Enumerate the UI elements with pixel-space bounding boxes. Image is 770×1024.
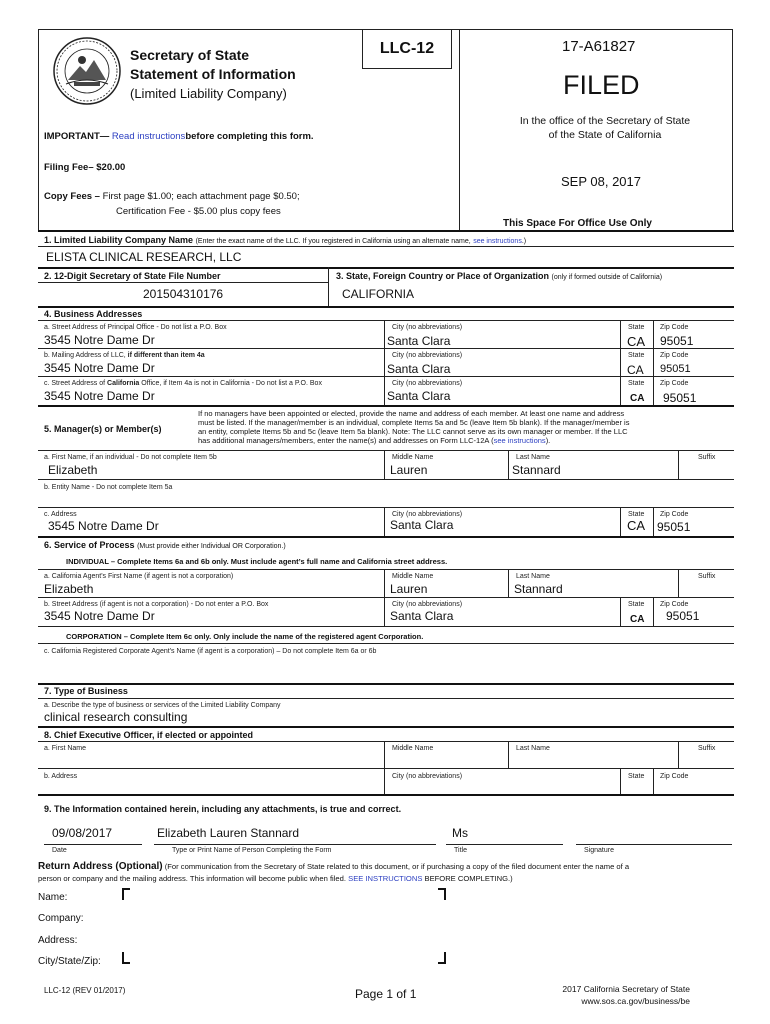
s6b-state[interactable]: CA xyxy=(630,614,645,625)
form-title: Statement of Information xyxy=(130,66,296,82)
s4c-zip[interactable]: 95051 xyxy=(663,391,697,405)
s4a-zip[interactable]: 95051 xyxy=(660,334,694,348)
s4c-street[interactable]: 3545 Notre Dame Dr xyxy=(44,389,155,403)
office-line2: of the State of California xyxy=(548,129,662,141)
s4b-label-bold: if different than item 4a xyxy=(127,352,205,359)
s5c-label: c. Address xyxy=(44,511,77,518)
footer-copyright: 2017 California Secretary of State xyxy=(562,984,690,994)
copy-fees-line1: First page $1.00; each attachment page $0.50; xyxy=(102,191,300,202)
return-address-label: Return Address (Optional) xyxy=(38,861,163,872)
s4a-city[interactable]: Santa Clara xyxy=(387,334,451,348)
important-rest: before completing this form. xyxy=(185,131,314,142)
s4b-label xyxy=(44,352,205,359)
return-address-text2: person or company and the mailing address. This information will become public when filed. xyxy=(38,874,346,883)
s4b-zip[interactable]: 95051 xyxy=(660,363,691,375)
s6-individual-note: INDIVIDUAL – Complete Items 6a and 6b only. Must include agent’s full name and California street address. xyxy=(66,557,448,566)
s5c-city[interactable]: Santa Clara xyxy=(390,518,454,532)
office-use-label: This Space For Office Use Only xyxy=(503,218,652,229)
s3-label xyxy=(336,271,662,281)
s4c-label xyxy=(44,380,322,387)
form-code-box xyxy=(362,29,452,69)
s4a-state[interactable]: CA xyxy=(627,334,646,349)
footer-form-code: LLC-12 (REV 01/2017) xyxy=(44,986,126,995)
s5c-state[interactable]: CA xyxy=(627,518,646,533)
form-subtitle: (Limited Liability Company) xyxy=(130,86,287,101)
office-line1: In the office of the Secretary of State xyxy=(519,115,691,127)
filing-number: 17-A61827 xyxy=(562,38,636,55)
signer-name[interactable]: Elizabeth Lauren Stannard xyxy=(157,826,300,840)
signature-label: Signature xyxy=(584,847,614,854)
s4b-state[interactable]: CA xyxy=(627,363,644,377)
important-line xyxy=(44,131,314,142)
s6b-zip-label: Zip Code xyxy=(660,601,689,608)
see-instructions-link[interactable]: SEE INSTRUCTIONS xyxy=(348,874,423,883)
llc-name-field[interactable]: ELISTA CLINICAL RESEARCH, LLC xyxy=(46,250,242,264)
filed-date: SEP 08, 2017 xyxy=(561,174,641,189)
s4a-city-label: City (no abbreviations) xyxy=(392,324,463,331)
s6a-label: a. California Agent's First Name (if agent is not a corporation) xyxy=(44,573,234,580)
s5a-last-name[interactable]: Stannard xyxy=(512,463,561,477)
filing-fee: Filing Fee– $20.00 xyxy=(44,162,126,173)
s1-title: 1. Limited Liability Company Name xyxy=(44,235,194,245)
s5-instructions-4 xyxy=(198,436,550,445)
copy-fees-line2: Certification Fee - $5.00 plus copy fees xyxy=(116,206,281,217)
s4b-label-pre: b. Mailing Address of LLC, xyxy=(44,352,126,359)
s4c-label-bold: California xyxy=(107,380,140,387)
file-number-field[interactable]: 201504310176 xyxy=(143,287,224,301)
s5c-state-label: State xyxy=(628,511,645,518)
s8b-state-label: State xyxy=(628,773,645,780)
s4b-zip-label: Zip Code xyxy=(660,352,689,359)
s5c-zip-label: Zip Code xyxy=(660,511,689,518)
state-seal xyxy=(52,36,122,106)
s1-note-end: .) xyxy=(521,238,527,245)
s5a-first-name[interactable]: Elizabeth xyxy=(48,463,98,477)
signer-title[interactable]: Ms xyxy=(452,826,468,840)
s9-label: 9. The Information contained herein, including any attachments, is true and correct. xyxy=(44,804,402,814)
s5-instr4-text: has additional managers/members, enter the name(s) and addresses on Form LLC-12A ( xyxy=(198,436,494,445)
s4c-label-pre: c. Street Address of xyxy=(44,380,106,387)
s8a-middle-label: Middle Name xyxy=(392,745,434,752)
s4b-city[interactable]: Santa Clara xyxy=(387,362,451,376)
form-code: LLC-12 xyxy=(379,40,435,57)
return-address-line2 xyxy=(38,874,513,883)
s8b-city-label: City (no abbreviations) xyxy=(392,773,463,780)
title-label: Title xyxy=(454,847,467,854)
return-name-label: Name: xyxy=(38,892,68,903)
s8a-suffix-label: Suffix xyxy=(698,745,716,752)
s5a-middle-name[interactable]: Lauren xyxy=(390,463,428,477)
s5-instructions-1: If no managers have been appointed or elected, provide the name and address of each member. At least one name and address xyxy=(198,409,625,418)
s5-label: 5. Manager(s) or Member(s) xyxy=(44,424,162,434)
s5c-street[interactable]: 3545 Notre Dame Dr xyxy=(48,519,159,533)
s1-instructions-link[interactable]: see instructions xyxy=(473,238,522,245)
s6-note: (Must provide either Individual OR Corporation.) xyxy=(137,543,286,550)
s6b-state-label: State xyxy=(628,601,645,608)
s5-instructions-3: an entity, complete Items 5b and 5c (leave Item 5a blank). Note: The LLC cannot serve as its own manager or member. If the LLC xyxy=(198,427,628,436)
s8b-label: b. Address xyxy=(44,773,78,780)
s4b-city-label: City (no abbreviations) xyxy=(392,352,463,359)
business-type-field[interactable]: clinical research consulting xyxy=(44,710,188,724)
s6a-suffix-label: Suffix xyxy=(698,573,716,580)
s6c-label: c. California Registered Corporate Agent's Name (if agent is a corporation) – Do not complete Item 6a or 6b xyxy=(44,648,377,655)
s5a-last-label: Last Name xyxy=(516,454,550,461)
s8-label: 8. Chief Executive Officer, if elected or appointed xyxy=(44,730,254,740)
s6b-city[interactable]: Santa Clara xyxy=(390,609,454,623)
s8b-zip-label: Zip Code xyxy=(660,773,689,780)
s6b-label: b. Street Address (if agent is not a corporation) - Do not enter a P.O. Box xyxy=(44,601,269,608)
footer-url: www.sos.ca.gov/business/be xyxy=(581,996,690,1006)
s5-instructions-link[interactable]: see instructions xyxy=(493,436,546,445)
s6-label xyxy=(44,540,286,550)
return-company-label: Company: xyxy=(38,913,84,924)
return-address-text3: BEFORE COMPLETING.) xyxy=(424,874,513,883)
s4b-street[interactable]: 3545 Notre Dame Dr xyxy=(44,361,155,375)
s5c-city-label: City (no abbreviations) xyxy=(392,511,463,518)
s4c-label-post: Office, if Item 4a is not in California - Do not list a P.O. Box xyxy=(141,380,322,387)
read-instructions-link[interactable]: Read instructions xyxy=(111,131,186,142)
important-label: IMPORTANT— xyxy=(44,131,110,142)
s6a-middle-label: Middle Name xyxy=(392,573,434,580)
return-address-text1: (For communication from the Secretary of State related to this document, or if purchasing a copy of the filed document enter the name of a xyxy=(164,862,630,871)
s5a-suffix-label: Suffix xyxy=(698,454,716,461)
agency-name: Secretary of State xyxy=(130,47,250,63)
s6a-last-name[interactable]: Stannard xyxy=(514,582,563,596)
name-label: Type or Print Name of Person Completing the Form xyxy=(172,847,332,854)
signing-date[interactable]: 09/08/2017 xyxy=(52,826,113,840)
copy-fees-label: Copy Fees – xyxy=(44,191,100,202)
date-label: Date xyxy=(52,847,67,854)
s5-instr4-end: ). xyxy=(545,436,551,445)
footer-page: Page 1 of 1 xyxy=(355,987,417,1001)
s4a-state-label: State xyxy=(628,324,645,331)
s6-title: 6. Service of Process xyxy=(44,540,135,550)
s2-label: 2. 12-Digit Secretary of State File Number xyxy=(44,271,221,281)
s5a-label: a. First Name, if an individual - Do not complete Item 5b xyxy=(44,454,217,461)
return-address-label-field: Address: xyxy=(38,935,78,946)
return-address-line1 xyxy=(38,861,629,872)
s3-title: 3. State, Foreign Country or Place of Organization xyxy=(336,271,550,281)
s4c-zip-label: Zip Code xyxy=(660,380,689,387)
copy-fees xyxy=(44,191,300,202)
return-address-box[interactable] xyxy=(122,888,446,964)
s5c-zip[interactable]: 95051 xyxy=(657,520,691,534)
s6a-first-name[interactable]: Elizabeth xyxy=(44,582,94,596)
filed-stamp: FILED xyxy=(563,70,640,100)
s7-label: 7. Type of Business xyxy=(44,686,128,696)
s3-note: (only if formed outside of California) xyxy=(551,274,663,281)
s4c-city[interactable]: Santa Clara xyxy=(387,389,451,403)
s6b-city-label: City (no abbreviations) xyxy=(392,601,463,608)
s1-label xyxy=(44,235,526,245)
s6b-zip[interactable]: 95051 xyxy=(666,609,700,623)
s5a-middle-label: Middle Name xyxy=(392,454,434,461)
s8a-label: a. First Name xyxy=(44,745,87,752)
place-of-organization-field[interactable]: CALIFORNIA xyxy=(342,287,415,301)
s6b-street[interactable]: 3545 Notre Dame Dr xyxy=(44,609,155,623)
s7a-label: a. Describe the type of business or services of the Limited Liability Company xyxy=(44,702,281,709)
s1-note: (Enter the exact name of the LLC. If you registered in California using an alternate name, xyxy=(195,238,471,245)
s8a-last-label: Last Name xyxy=(516,745,550,752)
s5-instructions-2: must be listed. If the manager/member is an individual, complete Items 5a and 5c (leave Item 5b blank). If the manager/member is xyxy=(198,418,630,427)
s6a-middle-name[interactable]: Lauren xyxy=(390,582,428,596)
s4b-state-label: State xyxy=(628,352,645,359)
s6a-last-label: Last Name xyxy=(516,573,550,580)
s4a-label: a. Street Address of Principal Office - Do not list a P.O. Box xyxy=(44,324,227,331)
s4c-city-label: City (no abbreviations) xyxy=(392,380,463,387)
return-csz-label: City/State/Zip: xyxy=(38,956,101,967)
s4c-state-label: State xyxy=(628,380,645,387)
s4-label: 4. Business Addresses xyxy=(44,309,143,319)
s4a-street[interactable]: 3545 Notre Dame Dr xyxy=(44,333,155,347)
s5b-label: b. Entity Name - Do not complete Item 5a xyxy=(44,484,173,491)
s4a-zip-label: Zip Code xyxy=(660,324,689,331)
s4c-state[interactable]: CA xyxy=(630,393,645,404)
s6-corporation-note: CORPORATION – Complete Item 6c only. Only include the name of the registered agent Corporation. xyxy=(66,632,424,641)
